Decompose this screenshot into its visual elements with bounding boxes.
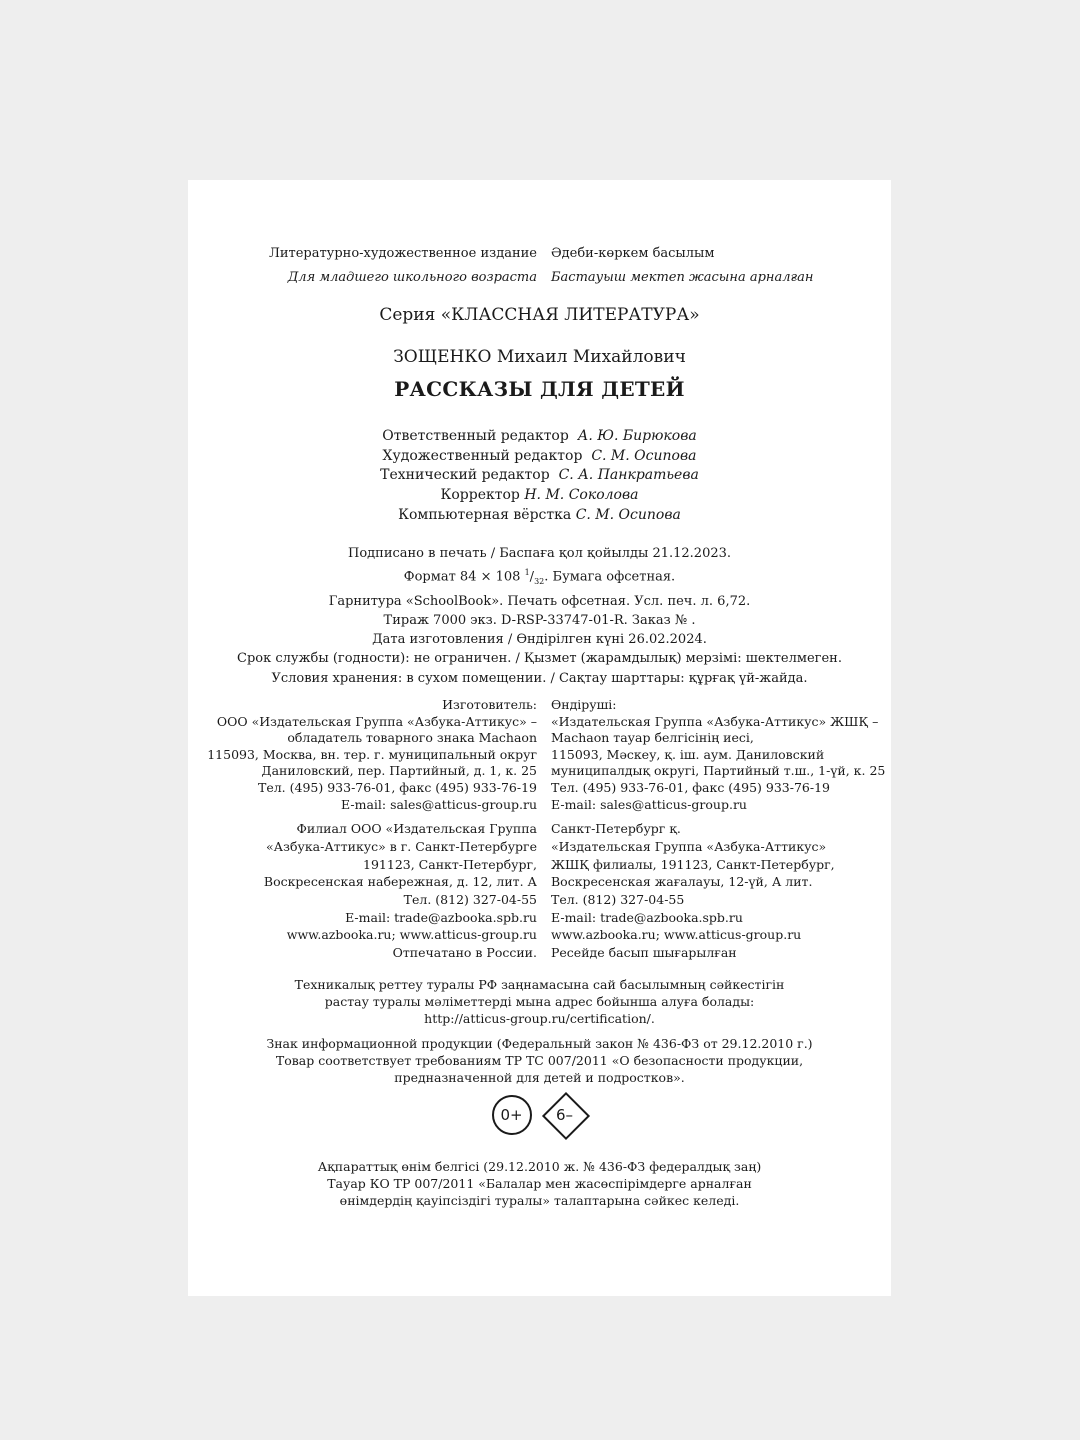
web-links: www.azbooka.ru; www.atticus-group.ru	[286, 927, 537, 942]
print-details	[188, 544, 891, 688]
format-numerator: 1	[524, 568, 530, 578]
book-title: РАССКАЗЫ ДЛЯ ДЕТЕЙ	[394, 377, 685, 401]
info-line: Знак информационной продукции (Федеральный закон № 436-ФЗ от 29.12.2010 г.)	[266, 1036, 813, 1051]
age-badges	[188, 1092, 891, 1138]
credit-line	[188, 486, 891, 506]
credit-role: Художественный редактор	[382, 447, 583, 464]
format-prefix: Формат 84 × 108	[403, 569, 525, 585]
credit-person: С. М. Осипова	[575, 506, 681, 523]
imprint-page	[188, 180, 891, 1296]
print-run: Тираж 7000 экз. D-RSP-33747-01-R. Заказ № .	[383, 612, 696, 628]
branch-line: ЖШҚ филиалы, 191123, Санкт-Петербург,	[551, 856, 835, 872]
branch-line: E-mail: trade@azbooka.spb.ru	[345, 909, 537, 925]
manufacturer-kz	[551, 697, 891, 813]
manufacturer-line: E-mail: sales@atticus-group.ru	[341, 796, 537, 812]
credit-person: Н. М. Соколова	[524, 487, 639, 504]
info-ru-block	[188, 1036, 891, 1086]
credit-person: С. М. Осипова	[591, 447, 697, 464]
manufacturer-line: «Издательская Группа «Азбука-Аттикус» ЖШҚ –	[551, 713, 879, 729]
series-title: Серия «КЛАССНАЯ ЛИТЕРАТУРА»	[379, 305, 700, 325]
manufacturer-line: Machaon тауар белгісінің иесі,	[551, 730, 754, 746]
age-ru: Для младшего школьного возраста	[287, 270, 537, 285]
branch-line: Санкт-Петербург қ.	[551, 821, 681, 836]
credit-role: Корректор	[440, 487, 520, 504]
manufacturer-line: Изготовитель:	[442, 697, 537, 712]
credit-line	[188, 506, 891, 526]
web-ru	[188, 926, 537, 962]
manufacturer-line: ООО «Издательская Группа «Азбука-Аттикус» –	[216, 713, 537, 729]
branch-line: Тел. (812) 327-04-55	[403, 892, 537, 908]
credit-line	[188, 447, 891, 467]
certification-line: Техникалық реттеу туралы РФ заңнамасына сай басылымның сәйкестігін	[294, 977, 785, 992]
certification-line: растау туралы мәліметтерді мына адрес бойынша алуға болады:	[324, 993, 755, 1009]
credit-role: Компьютерная вёрстка	[398, 506, 572, 523]
branch-ru	[188, 820, 537, 927]
credit-person: С. А. Панкратьева	[558, 467, 699, 484]
age-diamond-label: 6–	[555, 1106, 574, 1124]
manufacturer-ru	[188, 697, 537, 813]
printed-in: Ресейде басып шығарылған	[551, 944, 737, 960]
info-line: өнімдердің қауіпсіздігі туралы» талаптарына сәйкес келеді.	[339, 1192, 740, 1208]
branch-kz	[551, 820, 891, 927]
printed-in: Отпечатано в России.	[392, 944, 537, 960]
manufacturer-line: Тел. (495) 933-76-01, факс (495) 933-76-19	[551, 779, 830, 795]
print-manufactured: Дата изготовления / Өндірілген күні 26.02.2024.	[372, 632, 707, 648]
branch-line: Воскресенская жағалауы, 12-үй, А лит.	[551, 874, 813, 890]
header-genre	[188, 242, 891, 290]
certification-block	[188, 977, 891, 1027]
web-links: www.azbooka.ru; www.atticus-group.ru	[551, 927, 802, 942]
branch-line: «Издательская Группа «Азбука-Аттикус»	[551, 838, 827, 854]
manufacturer-line: Даниловский, пер. Партийный, д. 1, к. 25	[261, 763, 537, 779]
credit-role: Технический редактор	[380, 467, 550, 484]
manufacturer-line: муниципалдық округі, Партийный т.ш., 1-үй, к. 25	[551, 763, 886, 779]
credit-person: А. Ю. Бирюкова	[577, 428, 697, 444]
age-diamond-badge	[542, 1092, 588, 1138]
manufacturer-line: Өндіруші:	[551, 697, 617, 712]
age-circle-badge: 0+	[492, 1095, 532, 1135]
info-line: Ақпараттық өнім белгісі (29.12.2010 ж. № 436-ФЗ федералдық заң)	[317, 1159, 762, 1174]
genre-ru: Литературно-художественное издание	[269, 246, 537, 261]
info-line: предназначенной для детей и подростков».	[394, 1069, 685, 1085]
credit-line	[188, 466, 891, 486]
credit-line	[188, 427, 891, 447]
branch-block	[188, 820, 891, 927]
print-shelf-life: Срок службы (годности): не ограничен. / Қызмет (жарамдылық) мерзімі: шектелмеген.	[237, 651, 842, 667]
manufacturer-line: 115093, Москва, вн. тер. г. муниципальный округ	[207, 746, 537, 762]
print-signed: Подписано в печать / Баспаға қол қойылды 21.12.2023.	[347, 546, 732, 561]
credits	[188, 427, 891, 526]
web-kz	[551, 926, 891, 962]
branch-line: Тел. (812) 327-04-55	[551, 892, 685, 908]
branch-line: «Азбука-Аттикус» в г. Санкт-Петербурге	[266, 838, 537, 854]
info-line: Тауар КО ТР 007/2011 «Балалар мен жасөспірімдерге арналған	[327, 1175, 752, 1191]
author-name: ЗОЩЕНКО Михаил Михайлович	[393, 347, 686, 367]
branch-line: E-mail: trade@azbooka.spb.ru	[551, 909, 743, 925]
age-kz: Бастауыш мектеп жасына арналған	[551, 270, 814, 285]
manufacturer-line: 115093, Мәскеу, қ. іш. аум. Даниловский	[551, 746, 825, 762]
branch-line: Филиал ООО «Издательская Группа	[296, 821, 537, 836]
web-block	[188, 926, 891, 962]
branch-line: 191123, Санкт-Петербург,	[363, 856, 537, 872]
genre-kz: Әдеби-көркем басылым	[551, 246, 715, 261]
manufacturer-block	[188, 697, 891, 813]
info-kz-block	[188, 1159, 891, 1209]
branch-line: Воскресенская набережная, д. 12, лит. А	[263, 874, 537, 890]
format-suffix: . Бумага офсетная.	[544, 569, 676, 585]
info-line: Товар соответствует требованиям ТР ТС 007/2011 «О безопасности продукции,	[275, 1052, 804, 1068]
print-storage: Условия хранения: в сухом помещении. / Сақтау шарттары: құрғақ үй-жайда.	[271, 670, 808, 686]
certification-line: http://atticus-group.ru/certification/.	[424, 1010, 655, 1026]
print-typeface: Гарнитура «SchoolBook». Печать офсетная. Усл. печ. л. 6,72.	[328, 593, 751, 609]
credit-role: Ответственный редактор	[382, 428, 569, 444]
manufacturer-line: Тел. (495) 933-76-01, факс (495) 933-76-19	[258, 779, 537, 795]
manufacturer-line: обладатель товарного знака Machaon	[287, 730, 537, 746]
print-format: Формат 84 × 108 $^1/_{32}$. Бумага офсетная.	[403, 568, 676, 587]
format-denominator: 32	[534, 577, 545, 587]
manufacturer-line: E-mail: sales@atticus-group.ru	[551, 796, 747, 812]
